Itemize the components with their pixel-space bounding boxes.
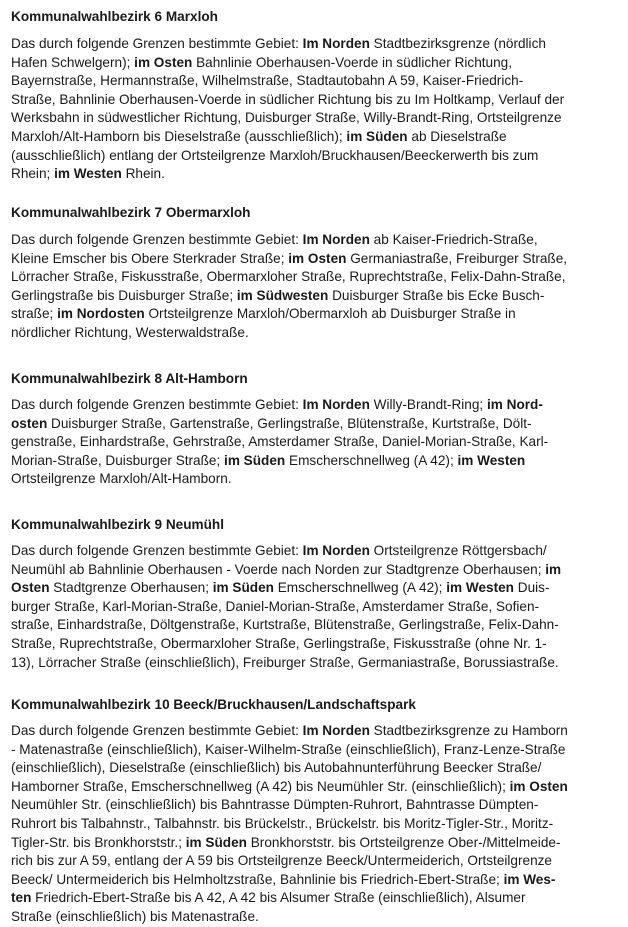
text-line <box>11 128 621 147</box>
text-line <box>11 741 621 760</box>
text-line <box>11 109 621 128</box>
text-run: Neumühl ab Bahnlinie Oberhausen - Voerde nach Norden zur Stadtgrenze Oberhausen; <box>11 561 546 577</box>
direction-label: im Westen <box>54 166 122 182</box>
text-run: Straße (einschließlich) bis Matenastraße. <box>11 908 259 924</box>
district-heading: Kommunalwahlbezirk 9 Neumühl <box>11 517 225 532</box>
district-section-7 <box>11 203 621 343</box>
text-line <box>11 91 621 110</box>
direction-label: Im Norden <box>302 36 370 51</box>
text-line <box>11 287 621 306</box>
text-line <box>11 561 621 580</box>
text-run: Hafen Schwelgern); <box>11 54 135 70</box>
direction-label: im Süden <box>346 128 408 144</box>
text-run: straße, Einhardstraße, Döltgenstraße, Kurtstraße, Blütenstraße, Gerlingstraße, Felix-Dahn- <box>11 617 559 633</box>
district-section-10 <box>11 695 621 927</box>
text-run: Das durch folgende Grenzen bestimmte Gebiet: <box>11 543 303 558</box>
text-run: Ruhrort bis Talbahnstr., Talbahnstr. bis Brückelstr., Brückelstr. bis Moritz-Tigler-Str., Moritz- <box>11 815 554 831</box>
text-run: Kleine Emscher bis Obere Sterkrader Straße; <box>11 250 289 266</box>
district-heading: Kommunalwahlbezirk 10 Beeck/Bruckhausen/Landschaftspark <box>11 697 416 712</box>
text-line <box>11 871 621 890</box>
text-line <box>11 908 621 927</box>
district-description <box>11 231 621 343</box>
text-run: Bayernstraße, Hermannstraße, Wilhelmstraße, Stadtautobahn A 59, Kaiser-Friedrich- <box>11 73 524 89</box>
district-description <box>11 35 621 184</box>
text-run: (ausschließlich) entlang der Ortsteilgrenze Marxloh/Bruckhausen/Beeckerwerth bis zum <box>11 147 539 163</box>
text-run: burger Straße, Karl-Morian-Straße, Daniel-Morian-Straße, Amsterdamer Straße, Sofien- <box>11 598 540 614</box>
direction-label: ten <box>11 890 32 906</box>
text-run: (einschließlich), Dieselstraße (einschließlich) bis Autobahnunterführung Beecker Straße/ <box>11 760 542 776</box>
text-run: Neumühler Str. (einschließlich) bis Bahntrasse Dümpten-Ruhrort, Bahntrasse Dümpten- <box>11 797 539 813</box>
text-run: Stadtbezirksgrenze (nördlich <box>369 36 546 51</box>
text-run: nördlicher Richtung, Westerwaldstraße. <box>11 324 249 340</box>
text-run: Ortsteilgrenze Marxloh/Alt-Hamborn. <box>11 471 232 487</box>
text-line <box>11 231 621 250</box>
text-run: Morian-Straße, Duisburger Straße; <box>11 452 225 468</box>
direction-label: im Süden <box>212 580 274 596</box>
text-run: Bahnlinie Oberhausen-Voerde in südlicher Richtung, <box>192 54 512 70</box>
text-line <box>11 654 621 673</box>
text-line <box>11 635 621 654</box>
direction-label: im Süden <box>224 452 286 468</box>
direction-label: Im Norden <box>302 543 370 558</box>
text-line <box>11 415 621 434</box>
text-run: Straße, Ruprechtstraße, Obermarxloher Straße, Gerlingstraße, Fiskusstraße (ohne Nr. 1- <box>11 635 547 651</box>
direction-label: im Westen <box>457 452 526 468</box>
text-line <box>11 852 621 871</box>
text-line <box>11 433 621 452</box>
text-run: Das durch folgende Grenzen bestimmte Gebiet: <box>11 723 303 738</box>
text-line <box>11 778 621 797</box>
text-run: Emscherschnellweg (A 42); <box>273 580 447 596</box>
direction-label: im Südwesten <box>236 287 329 303</box>
direction-label: im Westen <box>446 580 514 596</box>
district-heading: Kommunalwahlbezirk 7 Obermarxloh <box>11 205 251 220</box>
text-run: Das durch folgende Grenzen bestimmte Gebiet: <box>11 232 303 247</box>
direction-label: im Osten <box>288 250 347 266</box>
text-line <box>11 72 621 91</box>
text-line <box>11 815 621 834</box>
text-run: Rhein; <box>11 166 55 182</box>
text-run: Germaniastraße, Freiburger Straße, <box>346 250 568 266</box>
direction-label: im <box>545 561 562 577</box>
text-run: ab Dieselstraße <box>407 128 507 144</box>
text-line <box>11 147 621 166</box>
text-run: Gerlingstraße bis Duisburger Straße; <box>11 287 237 303</box>
district-section-9 <box>11 515 621 672</box>
text-run: Ortsteilgrenze Marxloh/Obermarxloh ab Duisburger Straße in <box>144 306 516 322</box>
text-line <box>11 452 621 471</box>
text-line <box>11 616 621 635</box>
text-run: Das durch folgende Grenzen bestimmte Gebiet: <box>11 397 303 412</box>
district-description <box>11 722 621 927</box>
text-run: Lörracher Straße, Fiskusstraße, Obermarxloher Straße, Ruprechtstraße, Felix-Dahn-Straße, <box>11 269 566 285</box>
direction-label: im Süden <box>185 834 247 850</box>
text-run: 13), Lörracher Straße (einschließlich), Freiburger Straße, Germaniastraße, Borussiastraße. <box>11 654 559 670</box>
text-line <box>11 268 621 287</box>
text-line <box>11 35 621 54</box>
text-line <box>11 889 621 908</box>
direction-label: Im Norden <box>302 723 370 738</box>
text-run: Duisburger Straße, Gartenstraße, Gerlingstraße, Blütenstraße, Kurtstraße, Dölt- <box>47 415 532 431</box>
text-run: Bronkhorststr. bis Ortsteilgrenze Ober-/Mittelmeide- <box>246 834 561 850</box>
text-line <box>11 470 621 489</box>
text-line <box>11 759 621 778</box>
district-heading: Kommunalwahlbezirk 8 Alt-Hamborn <box>11 371 248 386</box>
text-run: straße; <box>11 306 58 322</box>
district-section-8 <box>11 369 621 489</box>
text-run: Duis- <box>513 580 550 596</box>
text-run: Tigler-Str. bis Bronkhorststr.; <box>11 834 186 850</box>
direction-label: im Nordosten <box>57 306 145 322</box>
direction-label: im Wes- <box>503 871 556 887</box>
district-description <box>11 542 621 672</box>
text-line <box>11 250 621 269</box>
district-heading: Kommunalwahlbezirk 6 Marxloh <box>11 9 218 24</box>
text-run: Straße, Bahnlinie Oberhausen-Voerde in südlicher Richtung bis zu Im Holtkamp, Verlauf der <box>11 91 565 107</box>
direction-label: Im Norden <box>302 232 370 247</box>
direction-label: im Osten <box>509 778 568 794</box>
direction-label: Osten <box>11 580 50 596</box>
text-line <box>11 324 621 343</box>
text-run: Stadtbezirksgrenze zu Hamborn <box>369 723 568 738</box>
text-run: ab Kaiser-Friedrich-Straße, <box>369 232 538 247</box>
text-line <box>11 722 621 741</box>
district-description <box>11 396 621 489</box>
district-section-6 <box>11 7 621 184</box>
text-line <box>11 598 621 617</box>
text-run: Duisburger Straße bis Ecke Busch- <box>328 287 545 303</box>
text-run: Emscherschnellweg (A 42); <box>285 452 458 468</box>
text-run: Hamborner Straße, Emscherschnellweg (A 42) bis Neumühler Str. (einschließlich); <box>11 778 510 794</box>
text-line <box>11 579 621 598</box>
text-run: Marxloh/Alt-Hamborn bis Dieselstraße (ausschließlich); <box>11 128 347 144</box>
text-line <box>11 165 621 184</box>
text-line <box>11 396 621 415</box>
direction-label: osten <box>11 415 48 431</box>
text-run: Ortsteilgrenze Röttgersbach/ <box>369 543 547 558</box>
text-line <box>11 542 621 561</box>
text-line <box>11 796 621 815</box>
direction-label: im Osten <box>134 54 193 70</box>
direction-label: Im Norden <box>302 397 370 412</box>
text-line <box>11 834 621 853</box>
text-run: Rhein. <box>121 166 165 182</box>
text-run: Beeck/ Untermeiderich bis Helmholtzstraße, Bahnlinie bis Friedrich-Ebert-Straße; <box>11 871 504 887</box>
text-run: Willy-Brandt-Ring; <box>369 397 487 412</box>
text-run: Friedrich-Ebert-Straße bis A 42, A 42 bis Alsumer Straße (einschließlich), Alsumer <box>31 890 526 906</box>
text-run: Stadtgrenze Oberhausen; <box>49 580 213 596</box>
text-run: genstraße, Einhardstraße, Gehrstraße, Amsterdamer Straße, Daniel-Morian-Straße, Karl- <box>11 434 549 450</box>
direction-label: im Nord- <box>486 397 543 412</box>
text-line <box>11 54 621 73</box>
text-run: Das durch folgende Grenzen bestimmte Gebiet: <box>11 36 303 51</box>
text-run: Werksbahn in südwestlicher Richtung, Duisburger Straße, Willy-Brandt-Ring, Ortsteilgrenze <box>11 110 562 126</box>
text-line <box>11 305 621 324</box>
text-run: rich bis zur A 59, entlang der A 59 bis Ortsteilgrenze Beeck/Untermeiderich, Ortsteilgrenze <box>11 853 552 869</box>
text-run: - Matenastraße (einschließlich), Kaiser-Wilhelm-Straße (einschließlich), Franz-Lenze-Straße <box>11 741 566 757</box>
